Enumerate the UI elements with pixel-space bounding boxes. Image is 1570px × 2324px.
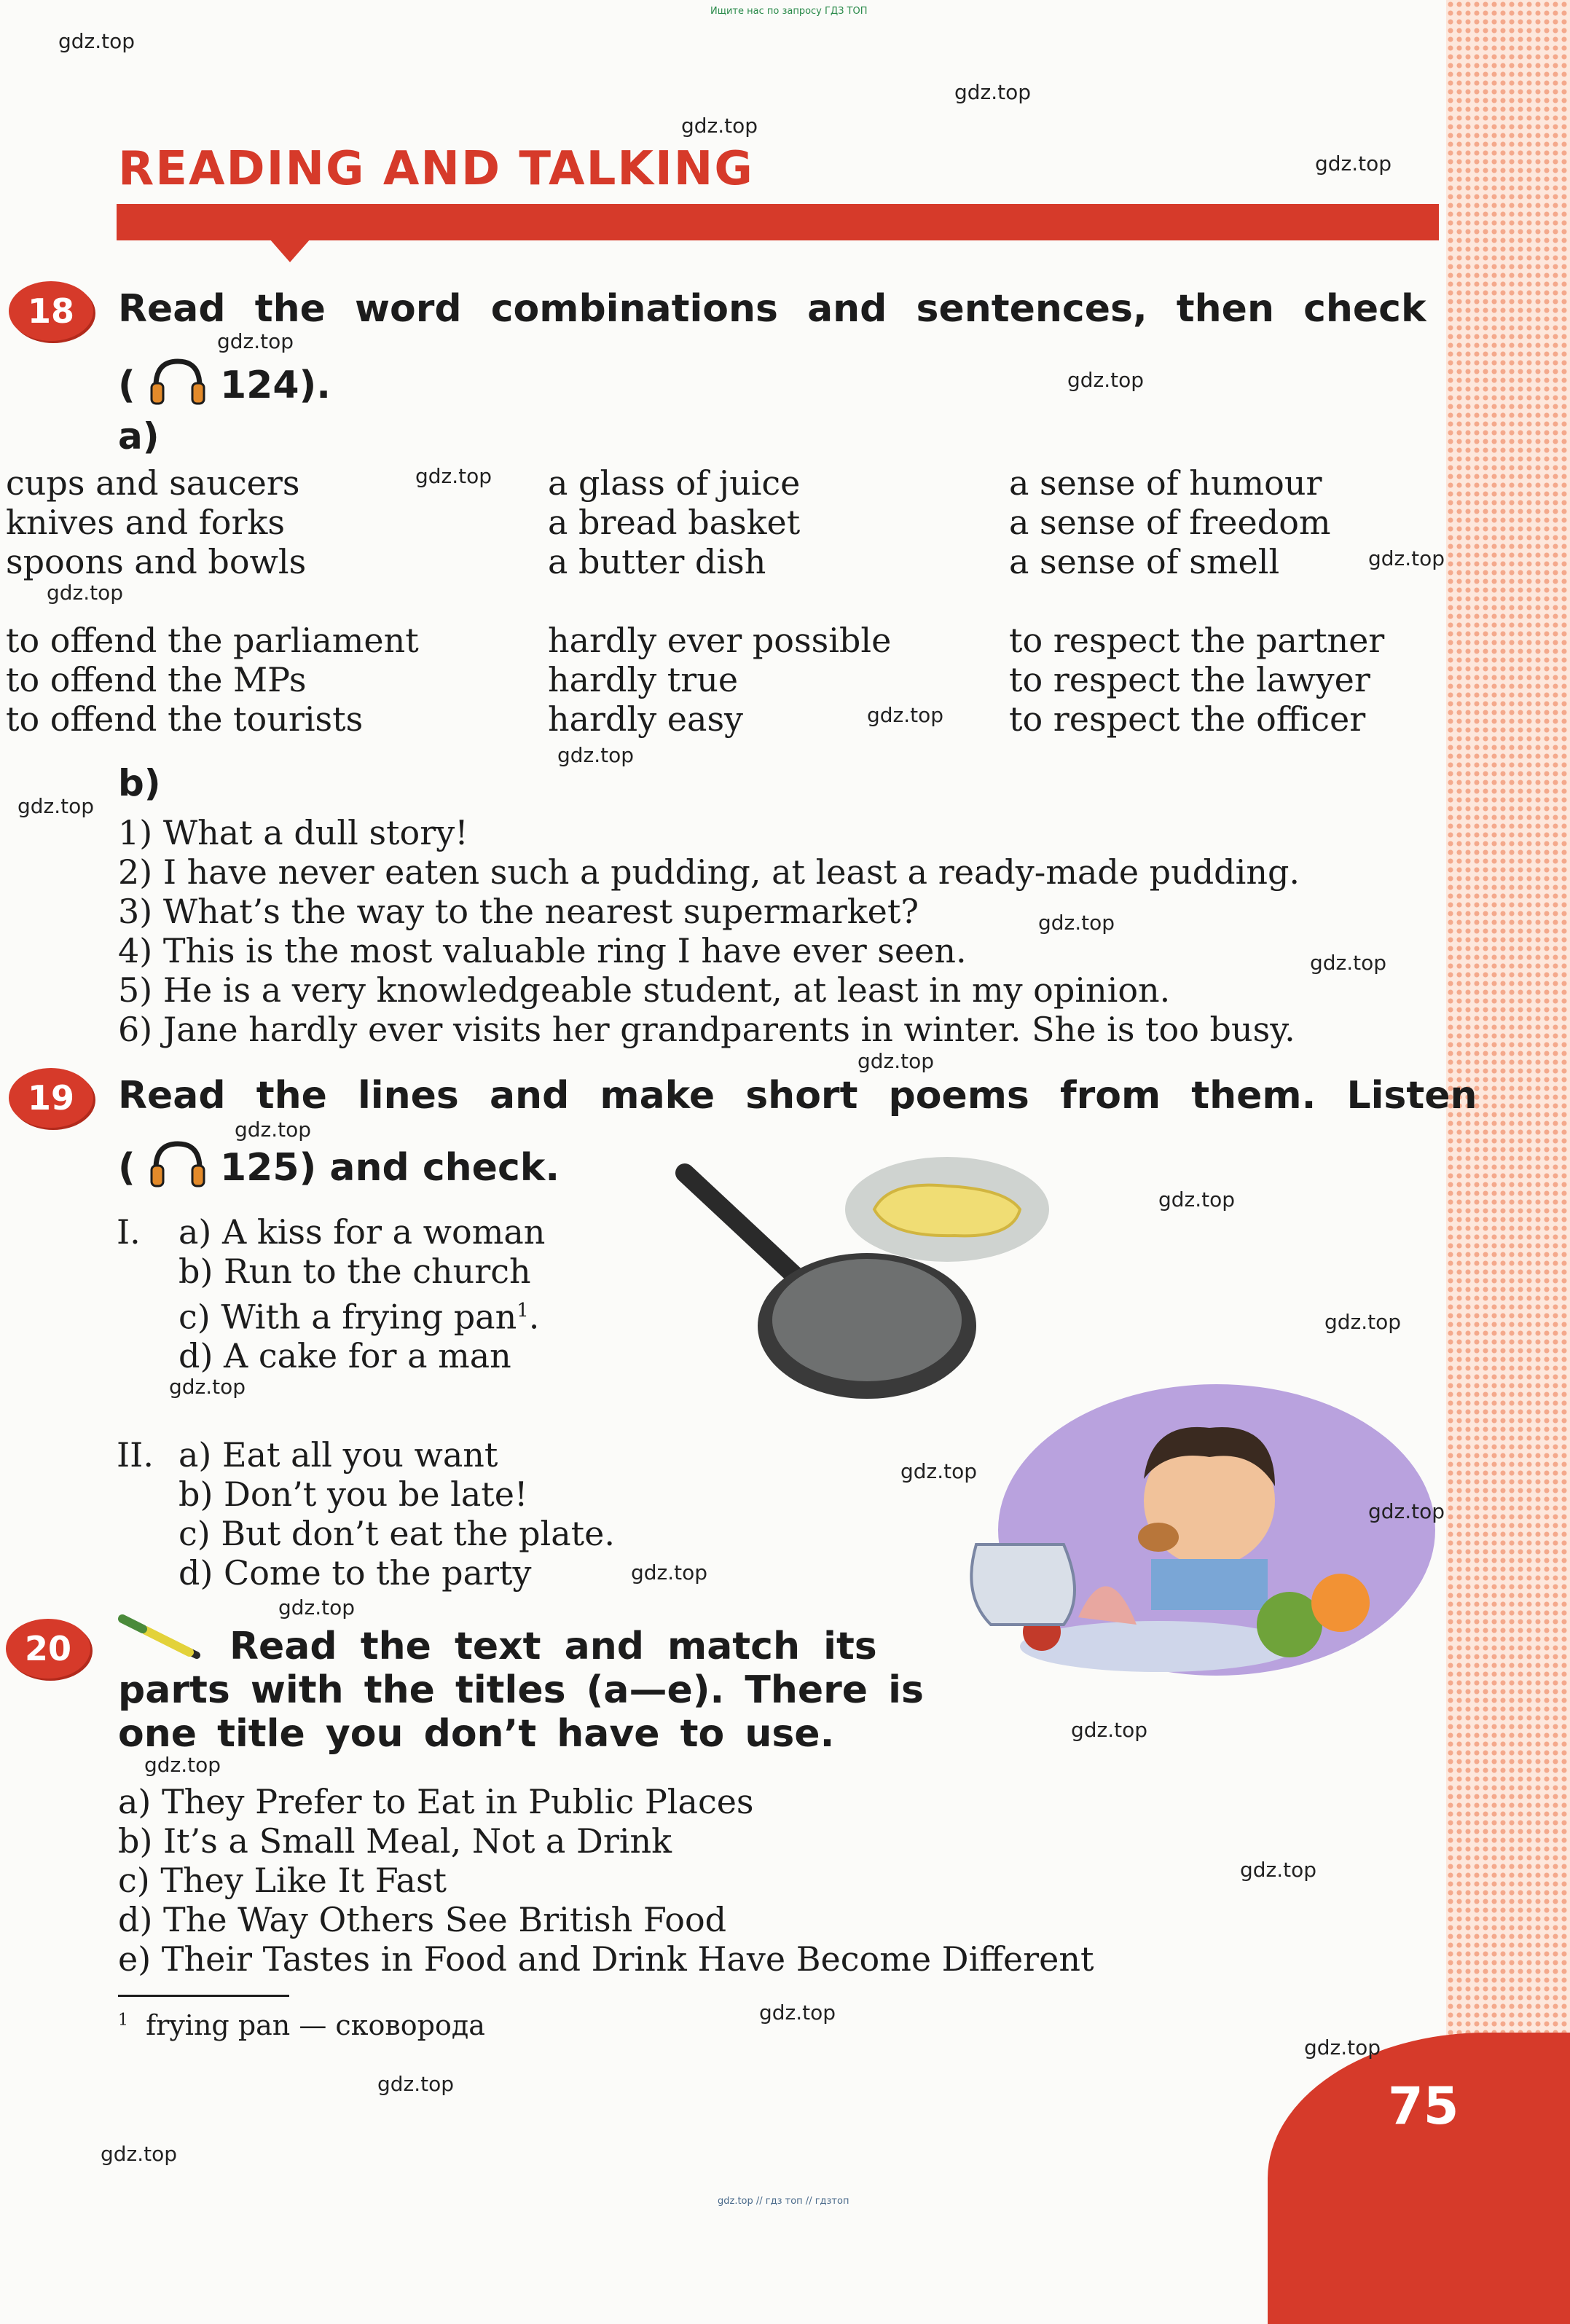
watermark: gdz.top — [58, 29, 136, 53]
poem-group-2-label: II. — [117, 1435, 154, 1475]
sentence: 4) This is the most valuable ring I have ever seen. — [118, 931, 967, 970]
watermark: gdz.top — [900, 1459, 978, 1483]
period: . — [528, 1297, 540, 1337]
title-option: d) The Way Others See British Food — [118, 1900, 727, 1939]
exercise-18-part-b-label: b) — [118, 762, 161, 804]
watermark: gdz.top — [1067, 368, 1145, 392]
exercise-19-task-line2 — [118, 1139, 560, 1190]
paren-open: ( — [118, 364, 136, 407]
sentence: 2) I have never eaten such a pudding, at least a ready-made pudding. — [118, 852, 1300, 892]
watermark: gdz.top — [1304, 2036, 1381, 2060]
sentence: 3) What’s the way to the nearest supermarket? — [118, 892, 919, 931]
watermark: gdz.top — [278, 1595, 356, 1620]
word-item: cups and saucers — [6, 463, 300, 503]
exercise-19-badge: 19 — [9, 1068, 93, 1128]
watermark: gdz.top — [101, 2142, 178, 2166]
header-notch — [270, 239, 310, 262]
header-band — [117, 204, 1439, 240]
word-col-3 — [1009, 463, 1384, 739]
poem-line: a) A kiss for a woman — [178, 1212, 546, 1252]
word-item: hardly true — [548, 660, 739, 699]
watermark: gdz.top — [415, 464, 492, 488]
sentence: 6) Jane hardly ever visits her grandparents in winter. She is too busy. — [118, 1010, 1295, 1049]
paren-open: ( — [118, 1146, 136, 1190]
exercise-18-task-line2 — [118, 357, 331, 407]
poem-group-1-label: I. — [117, 1212, 141, 1252]
top-note: Ищите нас по запросу ГДЗ ТОП — [710, 6, 868, 17]
watermark: gdz.top — [1368, 1499, 1445, 1523]
watermark: gdz.top — [1315, 152, 1392, 176]
word-item: a sense of smell — [1009, 542, 1280, 581]
bottom-note: gdz.top // гдз топ // гдзтоп — [718, 2196, 849, 2207]
watermark: gdz.top — [17, 794, 95, 818]
word-item: a glass of juice — [548, 463, 801, 503]
poem-line: d) A cake for a man — [178, 1336, 511, 1376]
poem-line: d) Come to the party — [178, 1553, 532, 1593]
word-item: spoons and bowls — [6, 542, 307, 581]
word-item: hardly ever possible — [548, 621, 892, 660]
title-option: c) They Like It Fast — [118, 1861, 447, 1900]
poem-line: c) But don’t eat the plate. — [178, 1514, 615, 1553]
sentence: 5) He is a very knowledgeable student, at least in my opinion. — [118, 970, 1171, 1010]
exercise-18-task-line1 — [118, 287, 1440, 331]
exercise-20-task-line3: one title you don’t have to use. — [118, 1712, 835, 1756]
watermark: gdz.top — [217, 329, 294, 353]
exercise-19-audio-ref: 125) and check. — [219, 1146, 560, 1190]
section-title: READING AND TALKING — [118, 142, 754, 196]
exercise-18-badge: 18 — [9, 281, 93, 341]
exercise-18-audio-ref: 124). — [219, 364, 331, 407]
title-option: b) It’s a Small Meal, Not a Drink — [118, 1821, 672, 1861]
watermark: gdz.top — [557, 743, 635, 767]
exercise-18-task-text: Read the word combinations and sentences, then check — [118, 287, 1426, 331]
watermark: gdz.top — [235, 1118, 312, 1142]
headphones-icon — [149, 1139, 207, 1187]
word-item: to offend the parliament — [6, 621, 419, 660]
watermark: gdz.top — [1324, 1310, 1402, 1334]
watermark: gdz.top — [759, 2001, 836, 2025]
watermark: gdz.top — [47, 581, 124, 605]
watermark: gdz.top — [681, 114, 758, 138]
exercise-19-task-line1: Read the lines and make short poems from them. Listen — [118, 1074, 1477, 1118]
word-item: a bread basket — [548, 503, 801, 542]
watermark: gdz.top — [1071, 1718, 1148, 1742]
exercise-18-part-a-label: a) — [118, 415, 160, 458]
watermark: gdz.top — [631, 1561, 708, 1585]
watermark: gdz.top — [377, 2072, 455, 2096]
word-col-2 — [548, 463, 891, 739]
title-option: e) Their Tastes in Food and Drink Have Become Different — [118, 1939, 1094, 1979]
poem-line: b) Don’t you be late! — [178, 1475, 528, 1514]
watermark: gdz.top — [169, 1375, 246, 1399]
word-item: a sense of freedom — [1009, 503, 1331, 542]
word-item: a butter dish — [548, 542, 766, 581]
headphones-icon — [149, 357, 207, 405]
poem-group-1 — [178, 1212, 545, 1375]
poem-group-2 — [178, 1435, 615, 1593]
word-item: hardly easy — [548, 699, 744, 739]
word-item: to respect the officer — [1009, 699, 1366, 739]
watermark: gdz.top — [867, 703, 944, 727]
footnote-text: frying pan — сковорода — [146, 2009, 485, 2041]
footnote-mark: 1 — [118, 2011, 128, 2030]
word-item: knives and forks — [6, 503, 285, 542]
exercise-20-task-line1: Read the text and match its — [229, 1625, 877, 1668]
watermark: gdz.top — [954, 80, 1032, 104]
word-item: to offend the tourists — [6, 699, 364, 739]
word-item: a sense of humour — [1009, 463, 1322, 503]
boy-eating-illustration — [933, 1362, 1443, 1727]
footnote-mark: 1 — [517, 1300, 529, 1322]
word-item: to respect the lawyer — [1009, 660, 1370, 699]
footnote — [118, 2009, 485, 2041]
watermark: gdz.top — [144, 1753, 221, 1777]
exercise-20-task-line2: parts with the titles (a—e). There is — [118, 1668, 924, 1712]
title-option: a) They Prefer to Eat in Public Places — [118, 1782, 754, 1821]
watermark: gdz.top — [1310, 951, 1387, 975]
watermark: gdz.top — [1038, 911, 1115, 935]
word-item: to respect the partner — [1009, 621, 1385, 660]
watermark: gdz.top — [857, 1049, 935, 1073]
sentence: 1) What a dull story! — [118, 813, 468, 852]
poem-line-text: c) With a frying pan — [178, 1297, 517, 1337]
poem-line — [178, 1291, 545, 1336]
exercise-20-badge: 20 — [6, 1619, 90, 1679]
word-item: to offend the MPs — [6, 660, 307, 699]
watermark: gdz.top — [1158, 1187, 1236, 1212]
page-number: 75 — [1388, 2076, 1459, 2136]
poem-line: b) Run to the church — [178, 1252, 531, 1291]
pencil-icon — [117, 1612, 204, 1662]
poem-line: a) Eat all you want — [178, 1435, 498, 1475]
footnote-divider — [118, 1995, 289, 1997]
watermark: gdz.top — [1240, 1858, 1317, 1882]
watermark: gdz.top — [1368, 546, 1445, 570]
